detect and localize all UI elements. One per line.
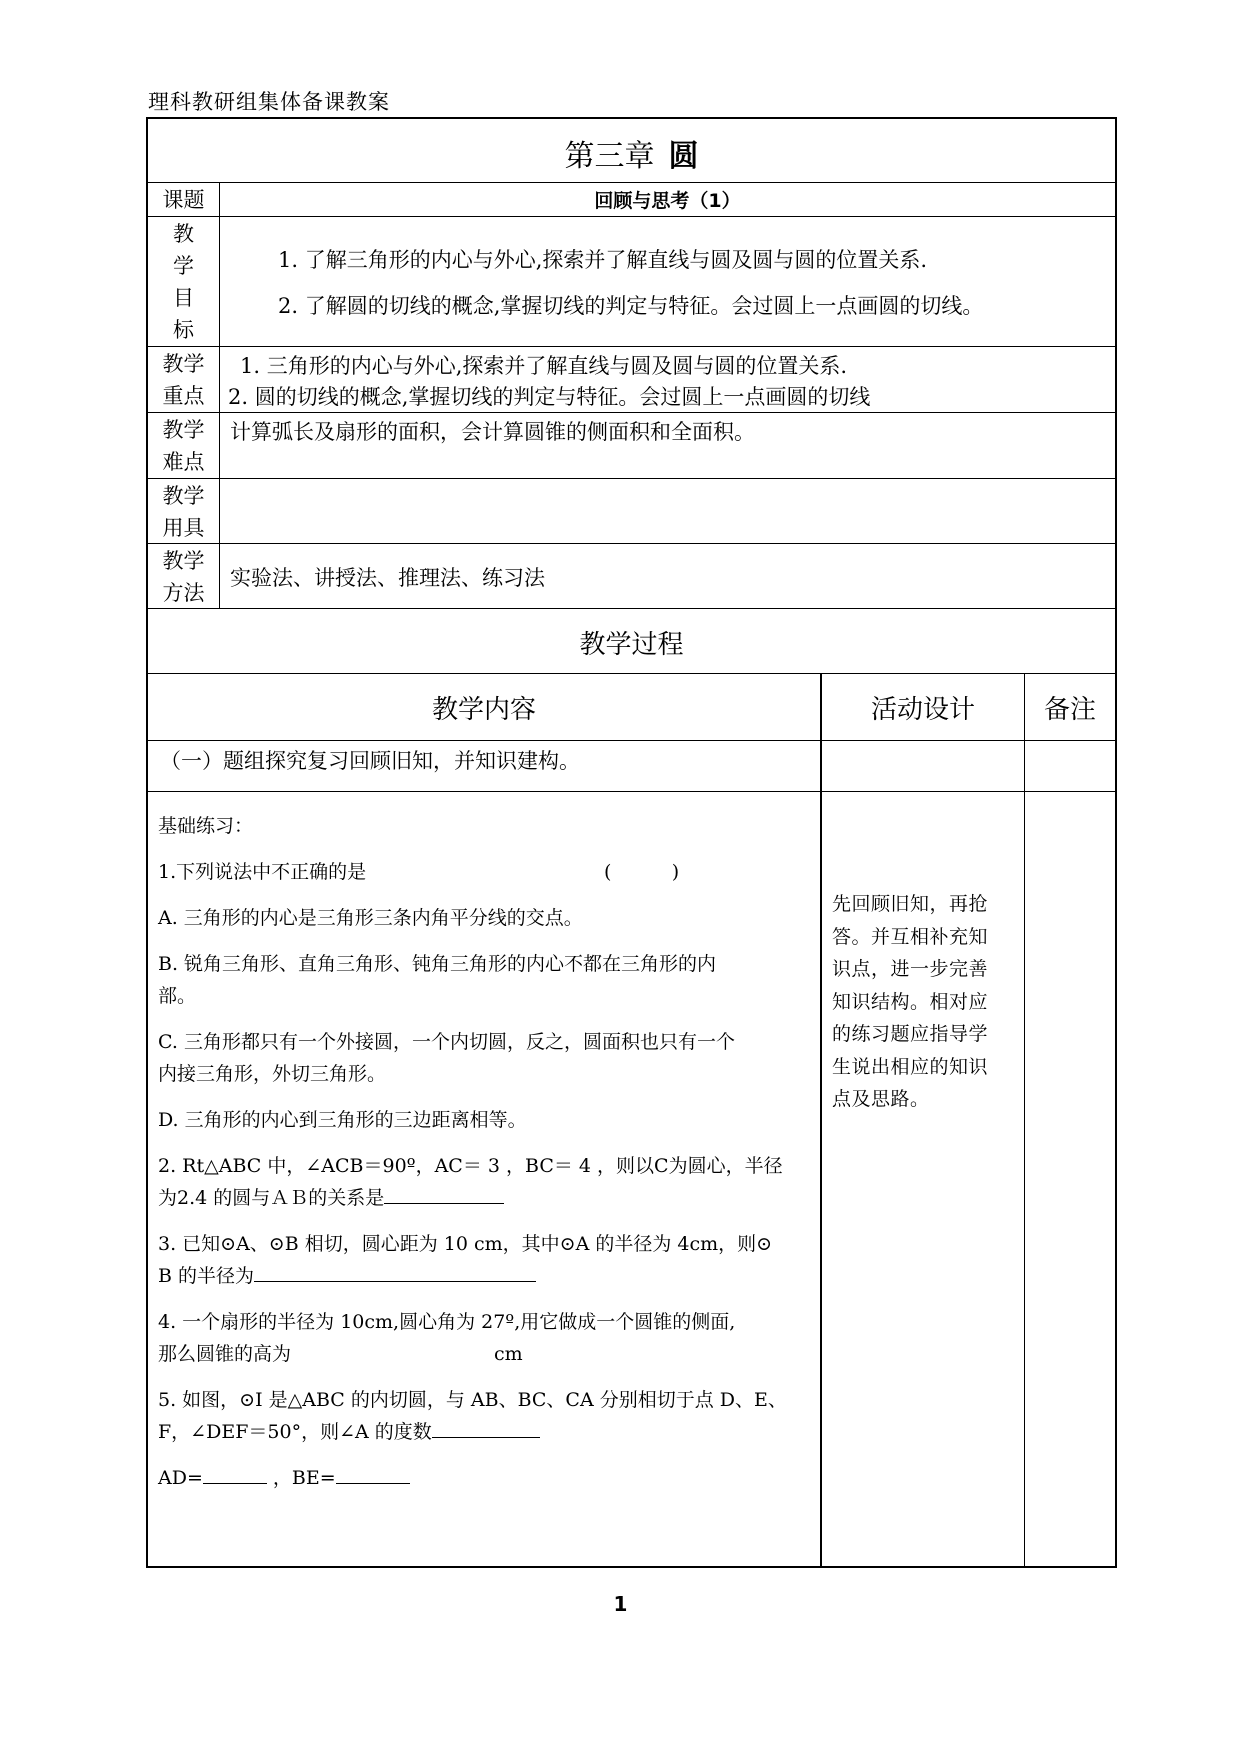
question-2-answer-blank[interactable] [384, 1203, 504, 1204]
key-points-label-line: 重点 [162, 384, 205, 408]
lesson-label: 课题 [162, 188, 205, 212]
be-answer-blank[interactable] [336, 1483, 410, 1484]
question-4-line [158, 1338, 813, 1370]
table-border-bottom [146, 1566, 1117, 1568]
objectives-label-char: 教 [173, 222, 194, 246]
tools-label-line: 教学 [162, 484, 205, 508]
activity-line: 生说出相应的知识 [832, 1055, 989, 1078]
option-b-line: B. 锐角三角形、直角三角形、钝角三角形的内心不都在三角形的内 [158, 953, 717, 975]
activity-column-header: 活动设计 [870, 695, 975, 725]
be-label: ，BE= [272, 1467, 336, 1489]
row-divider [146, 673, 1117, 674]
exercises-block [158, 810, 813, 1494]
question-5-text: F，∠DEF＝50°，则∠A 的度数 [158, 1421, 432, 1443]
chapter-title [148, 131, 1115, 175]
table-border-top [146, 117, 1117, 119]
row-divider [146, 543, 1117, 544]
notes-column-header: 备注 [1043, 695, 1096, 725]
row-divider [146, 478, 1117, 479]
option-c-line: 内接三角形，外切三角形。 [158, 1063, 387, 1085]
option-d: D. 三角形的内心到三角形的三边距离相等。 [158, 1109, 527, 1131]
question-1 [158, 856, 813, 888]
question-4-line: 4. 一个扇形的半径为 10cm,圆心角为 27º,用它做成一个圆锥的侧面, [158, 1311, 736, 1333]
question-5-answer-blank[interactable] [432, 1437, 540, 1438]
question-1-answer-paren: ( ) [604, 861, 680, 883]
row-divider [146, 346, 1117, 347]
label-column-divider [219, 182, 220, 608]
difficulties-label [148, 414, 219, 478]
key-points-label-line: 教学 [162, 352, 205, 376]
activity-column-divider [820, 673, 822, 1567]
ad-label: AD= [158, 1467, 203, 1489]
activity-line: 先回顾旧知，再抢 [832, 893, 989, 915]
ad-answer-blank[interactable] [203, 1483, 267, 1484]
exercises-heading: 基础练习： [158, 815, 254, 837]
question-3-line: 3. 已知⊙A、⊙B 相切，圆心距为 10 cm，其中⊙A 的半径为 4cm，则⊙ [158, 1233, 773, 1255]
key-points-label [148, 348, 219, 412]
difficulties-text: 计算弧长及扇形的面积，会计算圆锥的侧面积和全面积。 [230, 420, 755, 444]
notes-column-divider [1024, 673, 1025, 1567]
page-number: 1 [613, 1592, 628, 1616]
question-5-line [158, 1416, 813, 1448]
objective-item: 1. 了解三角形的内心与外心,探索并了解直线与圆及圆与圆的位置关系. [278, 248, 928, 272]
question-1-text: 1.下列说法中不正确的是 [158, 861, 367, 883]
row-divider [146, 608, 1117, 609]
objectives-label-char: 目 [173, 286, 194, 310]
question-3-answer-blank[interactable] [254, 1281, 536, 1282]
activity-line: 答。并互相补充知 [832, 925, 989, 948]
objective-item: 2. 了解圆的切线的概念,掌握切线的判定与特征。会过圆上一点画圆的切线。 [278, 294, 984, 318]
methods-label-line: 教学 [162, 549, 205, 573]
activity-line: 点及思路。 [832, 1088, 930, 1110]
question-4-unit: cm [494, 1343, 523, 1365]
key-point-item: 2. 圆的切线的概念,掌握切线的判定与特征。会过圆上一点画圆的切线 [228, 385, 871, 409]
process-title: 教学过程 [579, 630, 684, 660]
objectives-label [148, 218, 219, 346]
table-border-right [1115, 117, 1117, 1568]
question-5-line: 5. 如图，⊙I 是△ABC 的内切圆，与 AB、BC、CA 分别相切于点 D、E、 [158, 1389, 787, 1411]
question-2-line [158, 1182, 813, 1214]
difficulties-label-line: 难点 [162, 450, 205, 474]
chapter-prefix: 第三章 [564, 139, 655, 174]
tools-label-line: 用具 [162, 516, 205, 540]
activity-line: 的练习题应指导学 [832, 1023, 989, 1045]
activity-design-text [832, 888, 1022, 1116]
question-4-text: 那么圆锥的高为 [158, 1343, 292, 1365]
objectives-label-char: 标 [173, 318, 194, 342]
row-divider [146, 412, 1117, 413]
activity-line: 知识结构。相对应 [832, 990, 989, 1013]
methods-label-line: 方法 [162, 581, 205, 605]
row-divider [146, 791, 1117, 792]
question-5-subanswers [158, 1462, 813, 1494]
option-a: A. 三角形的内心是三角形三条内角平分线的交点。 [158, 907, 583, 929]
question-2-text: 为2.4 的圆与ＡＢ的关系是 [158, 1187, 385, 1209]
objectives-label-char: 学 [173, 254, 194, 278]
question-3-line [158, 1260, 813, 1292]
question-3-text: B 的半径为 [158, 1265, 255, 1287]
lesson-title: 回顾与思考（1） [594, 190, 741, 212]
chapter-name: 圆 [668, 139, 699, 174]
methods-label [148, 545, 219, 609]
row-divider [146, 740, 1117, 741]
row-divider [146, 182, 1117, 183]
document-header-note: 理科教研组集体备课教案 [148, 90, 390, 114]
question-2-line: 2. Rt△ABC 中，∠ACB＝90º，AC＝ 3 ，BC＝ 4 ，则以C为圆心，半径 [158, 1155, 783, 1177]
methods-text: 实验法、讲授法、推理法、练习法 [230, 566, 545, 590]
activity-line: 识点，进一步完善 [832, 958, 989, 980]
content-column-header: 教学内容 [431, 695, 536, 725]
option-c-line: C. 三角形都只有一个外接圆，一个内切圆，反之，圆面积也只有一个 [158, 1031, 735, 1053]
difficulties-label-line: 教学 [162, 418, 205, 442]
section-one-heading: （一）题组探究复习回顾旧知，并知识建构。 [160, 749, 580, 773]
key-point-item: 1. 三角形的内心与外心,探索并了解直线与圆及圆与圆的位置关系. [240, 354, 848, 378]
option-b-line: 部。 [158, 985, 197, 1007]
tools-label [148, 480, 219, 544]
row-divider [146, 216, 1117, 217]
